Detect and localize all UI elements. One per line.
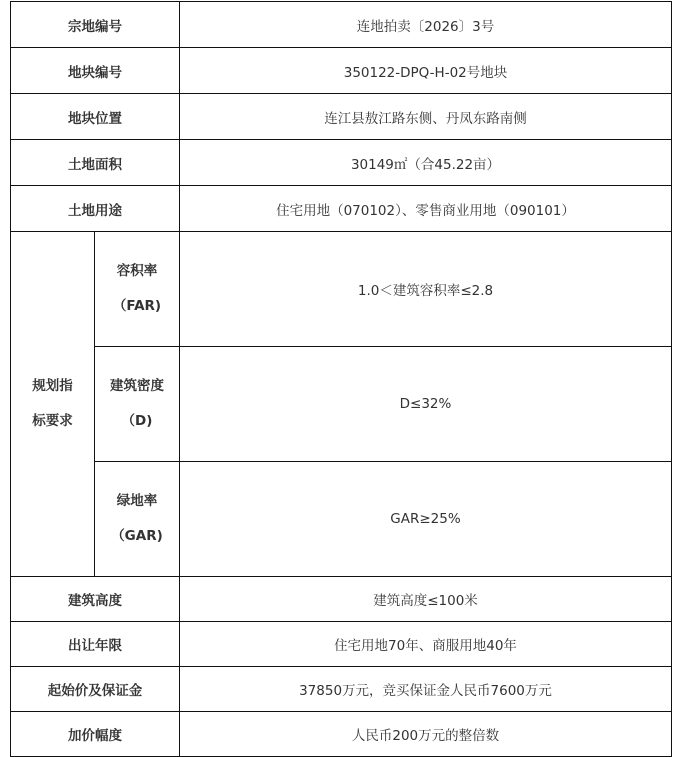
table-row [11,347,672,462]
starting-price-value: 37850万元，竞买保证金人民币7600万元 [180,667,672,712]
table-row [11,622,672,667]
table-row [11,186,672,232]
far-label: 容积率（FAR) [95,232,180,347]
table-row [11,94,672,140]
table-row [11,48,672,94]
green-ratio-label: 绿地率（GAR) [95,462,180,577]
table-row [11,232,672,347]
building-height-value: 建筑高度≤100米 [180,577,672,622]
planning-requirements-label: 规划指标要求 [11,232,95,577]
green-ratio-value: GAR≥25% [180,462,672,577]
transfer-term-value: 住宅用地70年、商服用地40年 [180,622,672,667]
transfer-term-label: 出让年限 [11,622,180,667]
land-use-value: 住宅用地（070102）、零售商业用地（090101） [180,186,672,232]
table-row [11,140,672,186]
table-row [11,462,672,577]
plot-number-value: 350122-DPQ-H-02号地块 [180,48,672,94]
plot-location-value: 连江县敖江路东侧、丹凤东路南侧 [180,94,672,140]
building-height-label: 建筑高度 [11,577,180,622]
table-row [11,2,672,48]
bid-increment-label: 加价幅度 [11,712,180,757]
plot-number-label: 地块编号 [11,48,180,94]
parcel-number-value: 连地拍卖〔2026〕3号 [180,2,672,48]
land-use-label: 土地用途 [11,186,180,232]
land-area-label: 土地面积 [11,140,180,186]
table-row [11,577,672,622]
land-info-table [10,1,672,757]
table-row [11,712,672,757]
land-area-value: 30149㎡（合45.22亩） [180,140,672,186]
bid-increment-value: 人民币200万元的整倍数 [180,712,672,757]
table-row [11,667,672,712]
building-density-value: D≤32% [180,347,672,462]
plot-location-label: 地块位置 [11,94,180,140]
parcel-number-label: 宗地编号 [11,2,180,48]
starting-price-label: 起始价及保证金 [11,667,180,712]
far-value: 1.0＜建筑容积率≤2.8 [180,232,672,347]
building-density-label: 建筑密度（D) [95,347,180,462]
